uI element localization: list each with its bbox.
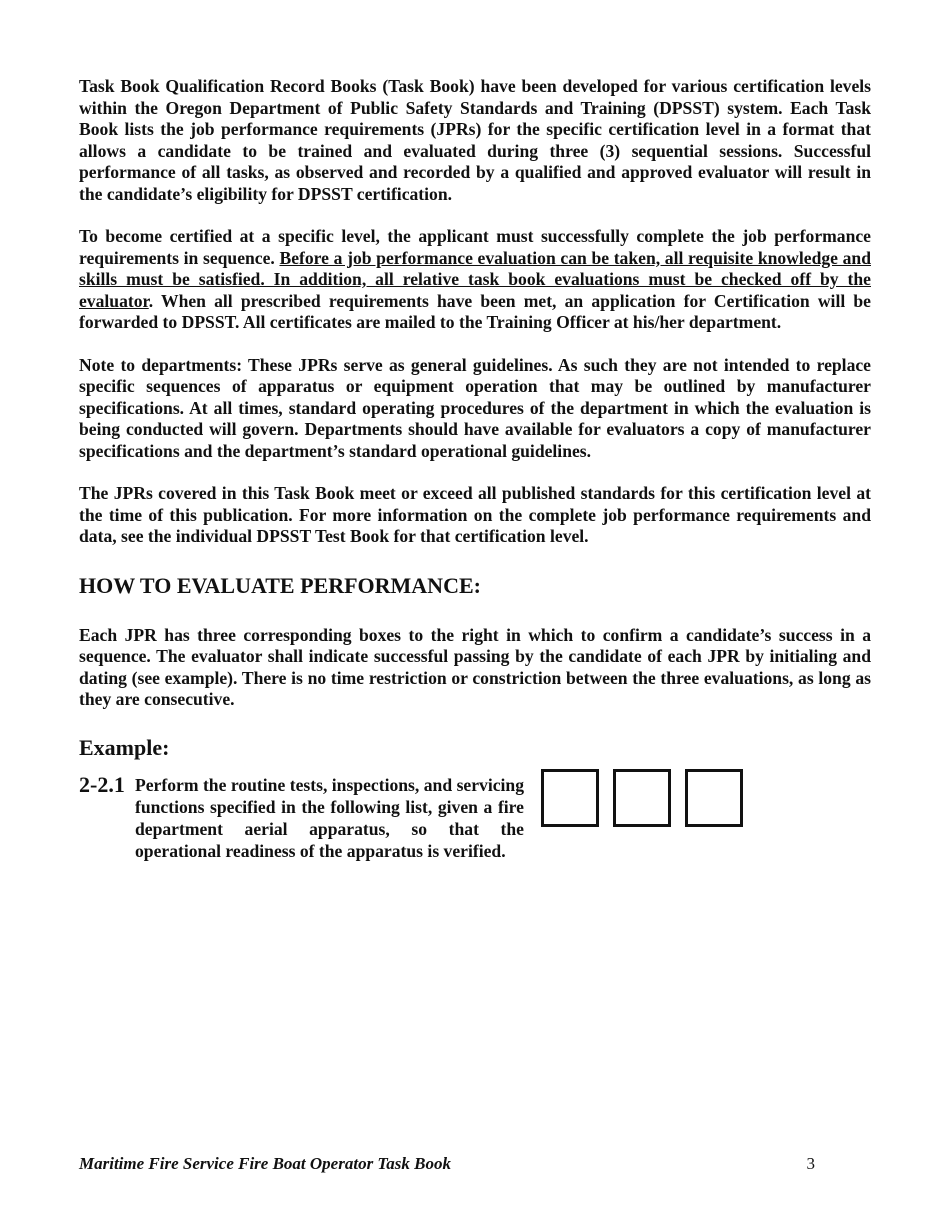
- document-body: [79, 76, 871, 892]
- certification-underlined-requirement: Before a job performance evaluation can be taken, all requisite knowledge and skills must be satisfied. In addition, all relative task book evaluations must be checked off by the evaluator: [79, 247, 871, 311]
- page-footer: [79, 1153, 815, 1175]
- evaluate-performance-heading: HOW TO EVALUATE PERFORMANCE:: [79, 572, 481, 598]
- standards-paragraph: The JPRs covered in this Task Book meet or exceed all published standards for this certification level at the time of this publication. For more information on the complete job performance requirements and data, see the individual DPSST Test Book for that certification level.: [79, 483, 871, 546]
- evaluation-box-2[interactable]: [613, 769, 671, 827]
- example-jpr-row: [79, 772, 871, 892]
- evaluation-box-3[interactable]: [685, 769, 743, 827]
- jpr-description: Perform the routine tests, inspections, and servicing functions specified in the following list, given a fire department aerial apparatus, so that the operational readiness of the apparatus is verified.: [135, 774, 524, 861]
- certification-text-end: . When all prescribed requirements have been met, an application for Certification will be forwarded to DPSST. All certificates are mailed to the Training Officer at his/her department.: [79, 290, 871, 332]
- department-note-paragraph: Note to departments: These JPRs serve as general guidelines. As such they are not intended to replace specific sequences of apparatus or equipment operation that may be outlined by manufacturer specifications. At all times, standard operating procedures of the department in which the evaluation is being conducted will govern. Departments should have available for evaluators a copy of manufacturer specifications and the department’s standard operational guidelines.: [79, 354, 871, 461]
- evaluate-performance-paragraph: Each JPR has three corresponding boxes to the right in which to confirm a candidate’s success in a sequence. The evaluator shall indicate successful passing by the candidate of each JPR by initialing and dating (see example). There is no time restriction or constriction between the three evaluations, as long as they are consecutive.: [79, 624, 871, 709]
- certification-text-start: To become certified at a specific level, the applicant must successfully complete the job performance requirements in sequence.: [79, 226, 871, 268]
- example-heading: Example:: [79, 734, 170, 760]
- certification-paragraph: [79, 226, 871, 334]
- evaluation-box-1[interactable]: [541, 769, 599, 827]
- page-number: 3: [806, 1154, 815, 1173]
- jpr-number: 2-2.1: [79, 771, 125, 797]
- intro-paragraph: Task Book Qualification Record Books (Task Book) have been developed for various certification levels within the Oregon Department of Public Safety Standards and Training (DPSST) system. Each Task Book lists the job performance requirements (JPRs) for the specific certification level in a format that allows a candidate to be trained and evaluated during three (3) sequential sessions. Successful performance of all tasks, as observed and recorded by a qualified and approved evaluator will result in the candidate’s eligibility for DPSST certification.: [79, 76, 871, 204]
- footer-title: Maritime Fire Service Fire Boat Operator Task Book: [79, 1154, 451, 1173]
- evaluation-boxes: [541, 769, 743, 827]
